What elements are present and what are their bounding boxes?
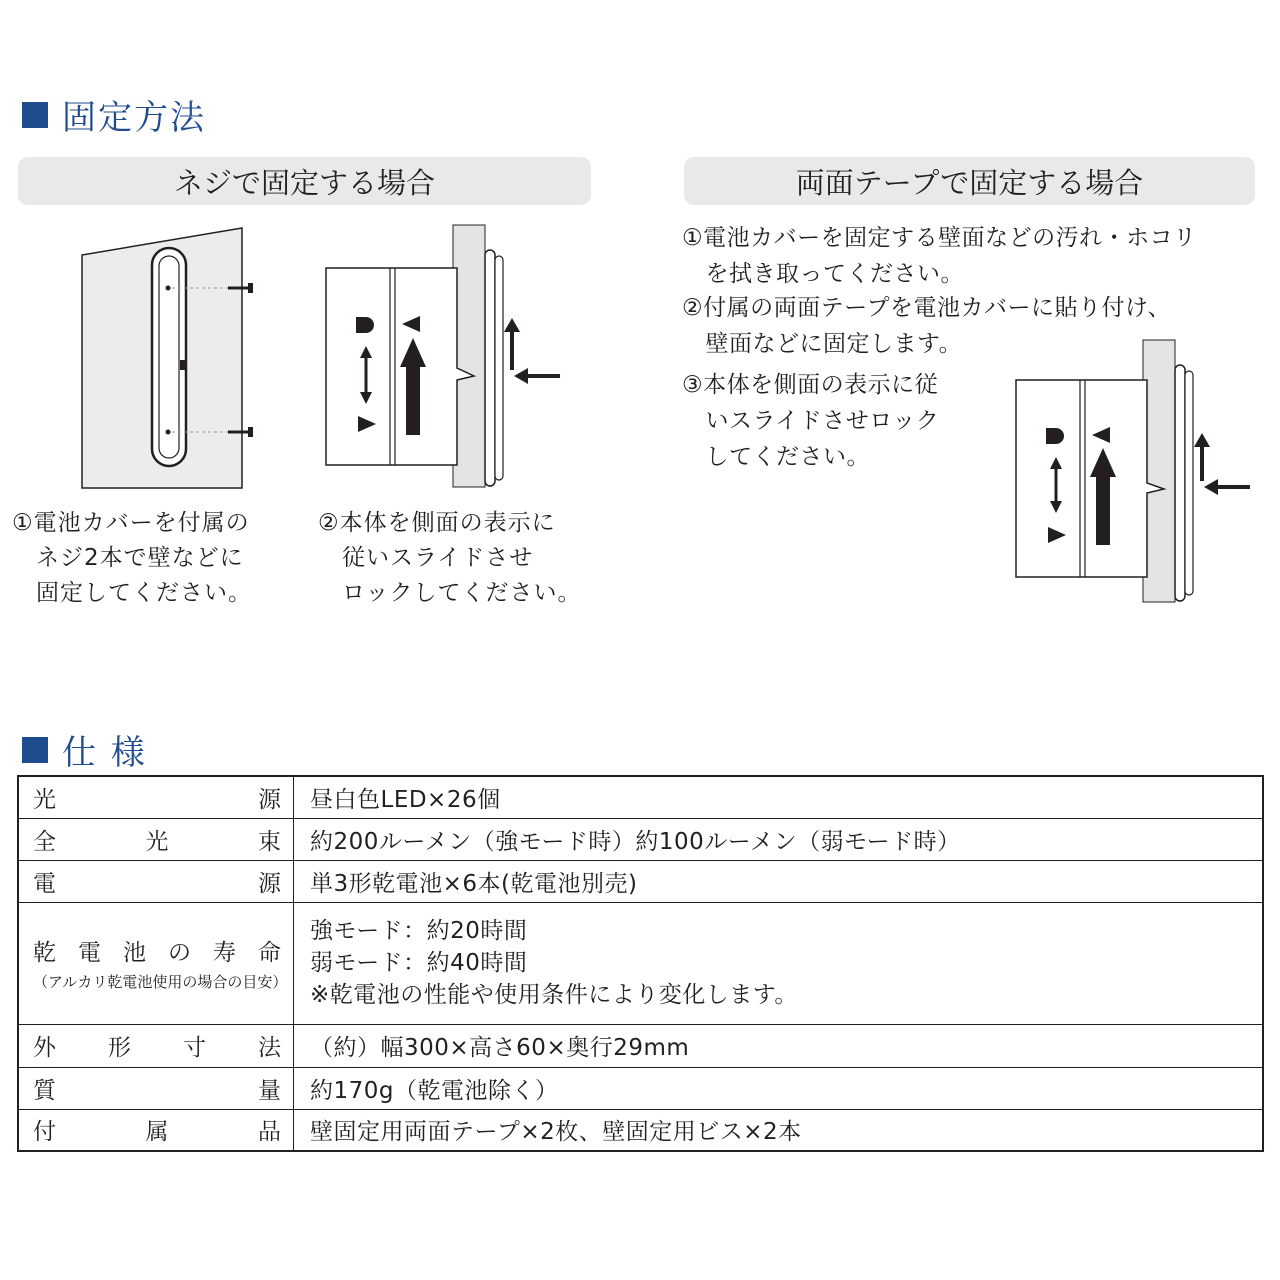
key-char: 光 [33,786,56,813]
key-char: 電 [78,940,101,966]
left-arrow-icon [1204,479,1250,495]
battery-life-note: （アルカリ乾電池使用の場合の目安） [33,973,288,991]
screw-step1-caption: ①電池カバーを付属の ネジ2本で壁などに 固定してください。 [12,510,252,606]
screw-step2-caption: ②本体を側面の表示に 従いスライドさせ ロックしてください。 [318,510,582,606]
spec-row-power [18,860,1263,902]
wall-shape [1143,340,1175,602]
tape-slide-lock-diagram [1010,335,1265,610]
key-char: 全 [33,828,56,855]
slide-lock-diagram [320,220,570,500]
spec-value: 約200ルーメン（強モード時）約100ルーメン（弱モード時） [294,818,1264,860]
tape-step1: ①電池カバーを固定する壁面などの汚れ・ホコリ を拭き取ってください。 [682,225,1197,287]
up-arrow-icon [1194,433,1210,481]
spec-key [18,818,294,860]
spec-value: （約）幅300×高さ60×奥行29mm [294,1024,1264,1067]
key-char: 外 [33,1035,56,1061]
spec-key [18,776,294,818]
screw-method-heading: ネジで固定する場合 [18,157,591,205]
wall-shape [453,225,485,487]
title-square-icon [22,737,48,763]
up-arrow-icon [504,318,520,370]
spec-key [18,1067,294,1109]
key-char: 束 [258,828,281,855]
key-char: 品 [258,1119,281,1146]
spec-row-dimensions [18,1024,1263,1067]
left-arrow-icon [514,368,560,384]
tape-method-heading: 両面テープで固定する場合 [684,157,1255,205]
key-char: 光 [145,828,169,855]
spec-title-text: 仕 様 [62,733,147,773]
spec-section-title [22,725,147,774]
strong-mode-line: 強モード：約20時間 [310,918,528,944]
spec-key [18,1024,294,1067]
screw-wall-diagram [60,220,280,495]
spec-value [294,902,1264,1024]
key-char: 法 [258,1035,281,1061]
key-char: 池 [123,940,146,966]
key-char: 寿 [213,940,236,966]
fixing-section-title [22,90,206,139]
key-char: 質 [33,1077,56,1104]
battery-note-line: ※乾電池の性能や使用条件により変化します。 [310,982,798,1008]
spec-key [18,1109,294,1151]
tape-step2: ②付属の両面テープを電池カバーに貼り付け、 壁面などに固定します。 [682,295,1172,357]
key-char: 源 [258,870,281,897]
lock-icon [356,317,374,333]
weak-mode-line: 弱モード：約40時間 [310,950,528,976]
title-square-icon [22,102,48,128]
spec-row-accessories [18,1109,1263,1151]
product-side-panel [1016,380,1164,577]
key-char: 形 [108,1035,131,1061]
fixing-title-text: 固定方法 [62,98,206,138]
key-char: 付 [33,1119,56,1146]
key-char: 量 [258,1077,281,1104]
product-side-panel [326,268,474,465]
spec-row-weight [18,1067,1263,1109]
spec-table [17,775,1264,1152]
key-char: 源 [258,786,281,813]
spec-key [18,902,294,1024]
spec-value: 約170g（乾電池除く） [294,1067,1264,1109]
tape-step3: ③本体を側面の表示に従 いスライドさせロック してください。 [682,372,940,470]
key-char: 乾 [33,940,56,966]
key-char: 属 [145,1119,169,1146]
spec-value: 昼白色LED×26個 [294,776,1264,818]
spec-key [18,860,294,902]
key-char: 電 [33,870,56,897]
spec-row-light-source [18,776,1263,818]
spec-value: 単3形乾電池×6本(乾電池別売) [294,860,1264,902]
key-char: 寸 [183,1035,206,1061]
key-char: 命 [258,940,281,966]
spec-row-luminous-flux [18,818,1263,860]
key-char: の [168,940,191,966]
spec-row-battery-life [18,902,1263,1024]
lock-icon [1046,428,1064,444]
spec-value: 壁固定用両面テープ×2枚、壁固定用ビス×2本 [294,1109,1264,1151]
